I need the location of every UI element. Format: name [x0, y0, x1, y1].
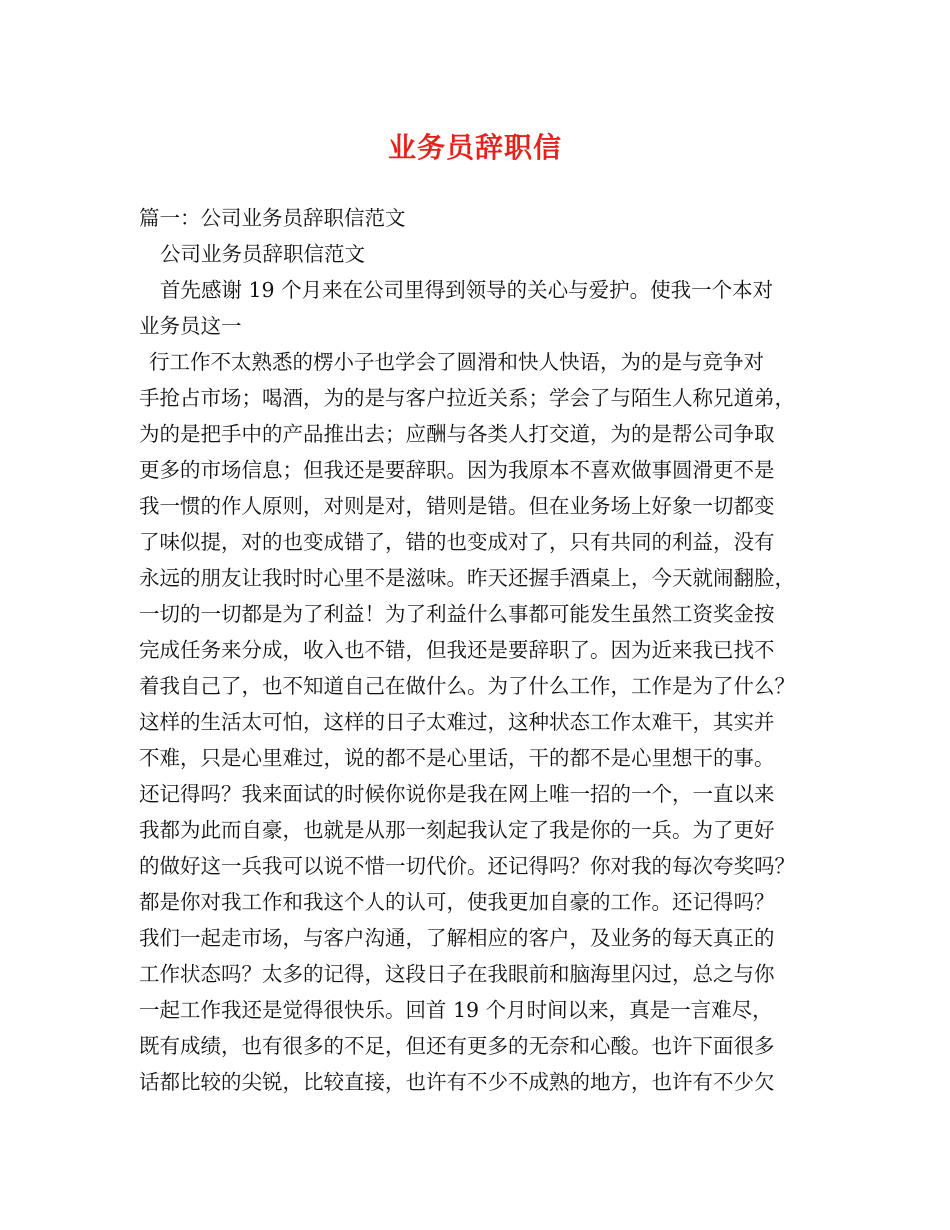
body-line: 着我自己了，也不知道自己在做什么。为了什么工作，工作是为了什么？: [139, 674, 795, 698]
body-line: 我都为此而自豪，也就是从那一刻起我认定了我是你的一兵。为了更好: [139, 818, 775, 842]
body-line: 一起工作我还是觉得很快乐。回首 19 个月时间以来，真是一言难尽，: [139, 998, 773, 1022]
body-line: 了味似提，对的也变成错了，错的也变成对了，只有共同的利益，没有: [139, 530, 775, 554]
body-line: 不难，只是心里难过，说的都不是心里话，干的都不是心里想干的事。: [139, 746, 775, 770]
body-line: 行工作不太熟悉的楞小子也学会了圆滑和快人快语，为的是与竞争对: [149, 350, 764, 374]
subheading: 公司业务员辞职信范文: [160, 242, 365, 266]
body-line: 我一惯的作人原则，对则是对，错则是错。但在业务场上好象一切都变: [139, 494, 775, 518]
body-line: 手抢占市场；喝酒，为的是与客户拉近关系；学会了与陌生人称兄道弟，: [139, 386, 795, 410]
body-line: 还记得吗？我来面试的时候你说你是我在网上唯一招的一个，一直以来: [139, 782, 775, 806]
body-line: 完成任务来分成，收入也不错，但我还是要辞职了。因为近来我已找不: [139, 638, 775, 662]
body-line: 为的是把手中的产品推出去；应酬与各类人打交道，为的是帮公司争取: [139, 422, 775, 446]
body-line: 业务员这一: [139, 314, 242, 338]
body-line: 我们一起走市场，与客户沟通，了解相应的客户，及业务的每天真正的: [139, 926, 775, 950]
body-line: 既有成绩，也有很多的不足，但还有更多的无奈和心酸。也许下面很多: [139, 1034, 775, 1058]
body-line: 工作状态吗？太多的记得，这段日子在我眼前和脑海里闪过，总之与你: [139, 962, 775, 986]
section-heading: 篇一：公司业务员辞职信范文: [139, 206, 406, 230]
body-line: 一切的一切都是为了利益！为了利益什么事都可能发生虽然工资奖金按: [139, 602, 775, 626]
body-line: 更多的市场信息；但我还是要辞职。因为我原本不喜欢做事圆滑更不是: [139, 458, 775, 482]
body-line: 都是你对我工作和我这个人的认可，使我更加自豪的工作。还记得吗？: [139, 890, 775, 914]
body-line: 这样的生活太可怕，这样的日子太难过，这种状态工作太难干，其实并: [139, 710, 775, 734]
body-line: 永远的朋友让我时时心里不是滋味。昨天还握手酒桌上，今天就闹翻脸，: [139, 566, 795, 590]
body-line: 话都比较的尖锐，比较直接，也许有不少不成熟的地方，也许有不少欠: [139, 1070, 775, 1094]
body-line: 的做好这一兵我可以说不惜一切代价。还记得吗？你对我的每次夸奖吗？: [139, 854, 795, 878]
document-title: 业务员辞职信: [387, 131, 562, 164]
body-line: 首先感谢 19 个月来在公司里得到领导的关心与爱护。使我一个本对: [160, 278, 774, 302]
